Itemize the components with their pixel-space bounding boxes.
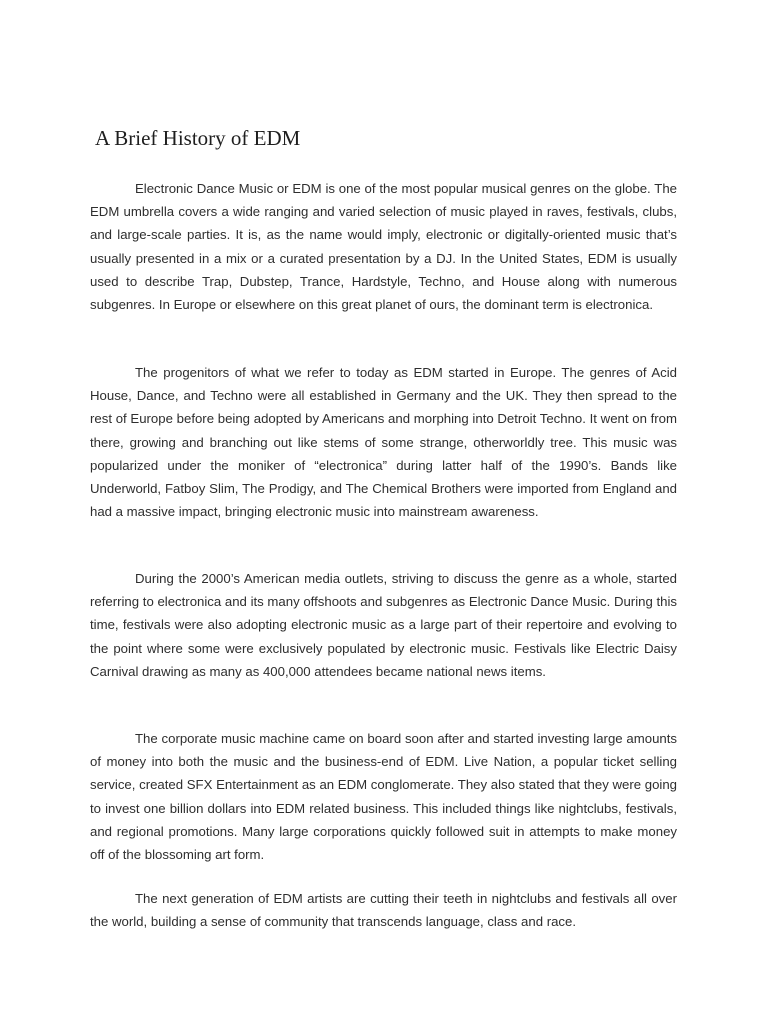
paragraph-2: The progenitors of what we refer to today as EDM started in Europe. The genres of Acid House, Dance, and Techno were all established in Germany and the UK. They then spread to the rest of Europe before being adopted by Americans and morphing into Detroit Techno. It went on from there, growing and branching out like stems of some strange, otherworldly tree. This music was popularized under the moniker of “electronica” during latter half of the 1990’s. Bands like Underworld, Fatboy Slim, The Prodigy, and The Chemical Brothers were imported from England and had a massive impact, bringing electronic music into mainstream awareness. [90,365,677,520]
paragraph-3: During the 2000’s American media outlets, striving to discuss the genre as a whole, started referring to electronica and its many offshoots and subgenres as Electronic Dance Music. During this time, festivals were also adopting electronic music as a large part of their repertoire and evolving to the point where some were exclusively populated by electronic music. Festivals like Electric Daisy Carnival drawing as many as 400,000 attendees became national news items. [90,571,677,679]
paragraph-4: The corporate music machine came on board soon after and started investing large amounts of money into both the music and the business-end of EDM. Live Nation, a popular ticket selling service, created SFX Entertainment as an EDM conglomerate. They also stated that they were going to invest one billion dollars into EDM related business. This included things like nightclubs, festivals, and regional promotions. Many large corporations quickly followed suit in attempts to make money off of the blossoming art form. [90,731,677,863]
paragraph-5: The next generation of EDM artists are cutting their teeth in nightclubs and festivals all over the world, building a sense of community that transcends language, class and race. [90,891,677,930]
document-title: A Brief History of EDM [95,126,301,150]
paragraph-1: Electronic Dance Music or EDM is one of the most popular musical genres on the globe. The EDM umbrella covers a wide ranging and varied selection of music played in raves, festivals, clubs, and large-scale parties. It is, as the name would imply, electronic or digitally-oriented music that’s usually presented in a mix or a curated presentation by a DJ. In the United States, EDM is usually used to describe Trap, Dubstep, Trance, Hardstyle, Techno, and House along with numerous subgenres. In Europe or elsewhere on this great planet of ours, the dominant term is electronica. [90,181,677,313]
